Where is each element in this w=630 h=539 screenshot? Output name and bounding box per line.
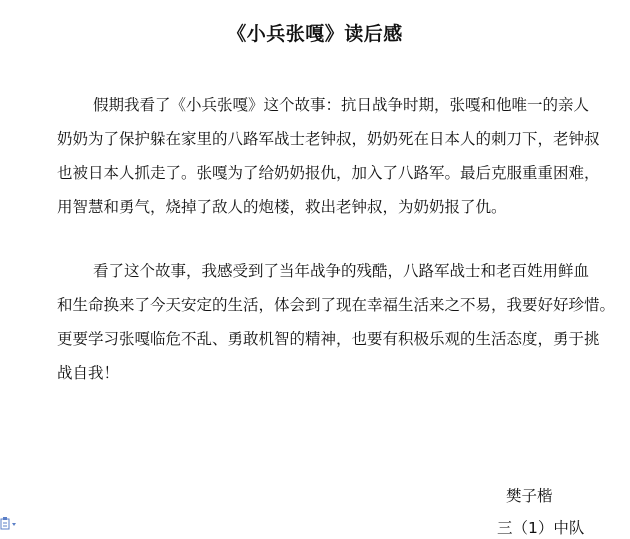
essay-title: 《小兵张嘎》读后感 xyxy=(227,23,403,45)
paragraph-line: 和生命换来了今天安定的生活，体会到了现在幸福生活来之不易，我要好好珍惜。 xyxy=(57,296,616,314)
paragraph-line: 奶奶为了保护躲在家里的八路军战士老钟叔，奶奶死在日本人的刺刀下，老钟叔 xyxy=(57,130,600,148)
paragraph-line: 战自我！ xyxy=(57,364,120,382)
paragraph-2 xyxy=(57,254,617,390)
author-class: 三（1）中队 xyxy=(497,519,585,537)
paste-options-icon[interactable] xyxy=(0,515,20,531)
author-name: 樊子楷 xyxy=(506,487,553,505)
paragraph-line: 用智慧和勇气，烧掉了敌人的炮楼，救出老钟叔，为奶奶报了仇。 xyxy=(57,198,507,216)
paragraph-1 xyxy=(57,88,617,224)
paragraph-line: 看了这个故事，我感受到了当年战争的残酷，八路军战士和老百姓用鲜血 xyxy=(93,262,590,280)
paragraph-line: 假期我看了《小兵张嘎》这个故事：抗日战争时期，张嘎和他唯一的亲人 xyxy=(93,96,590,114)
paragraph-line: 更要学习张嘎临危不乱、勇敢机智的精神，也要有积极乐观的生活态度，勇于挑 xyxy=(57,330,600,348)
paste-options-glyph xyxy=(0,515,20,531)
paragraph-line: 也被日本人抓走了。张嘎为了给奶奶报仇，加入了八路军。最后克服重重困难， xyxy=(57,164,600,182)
